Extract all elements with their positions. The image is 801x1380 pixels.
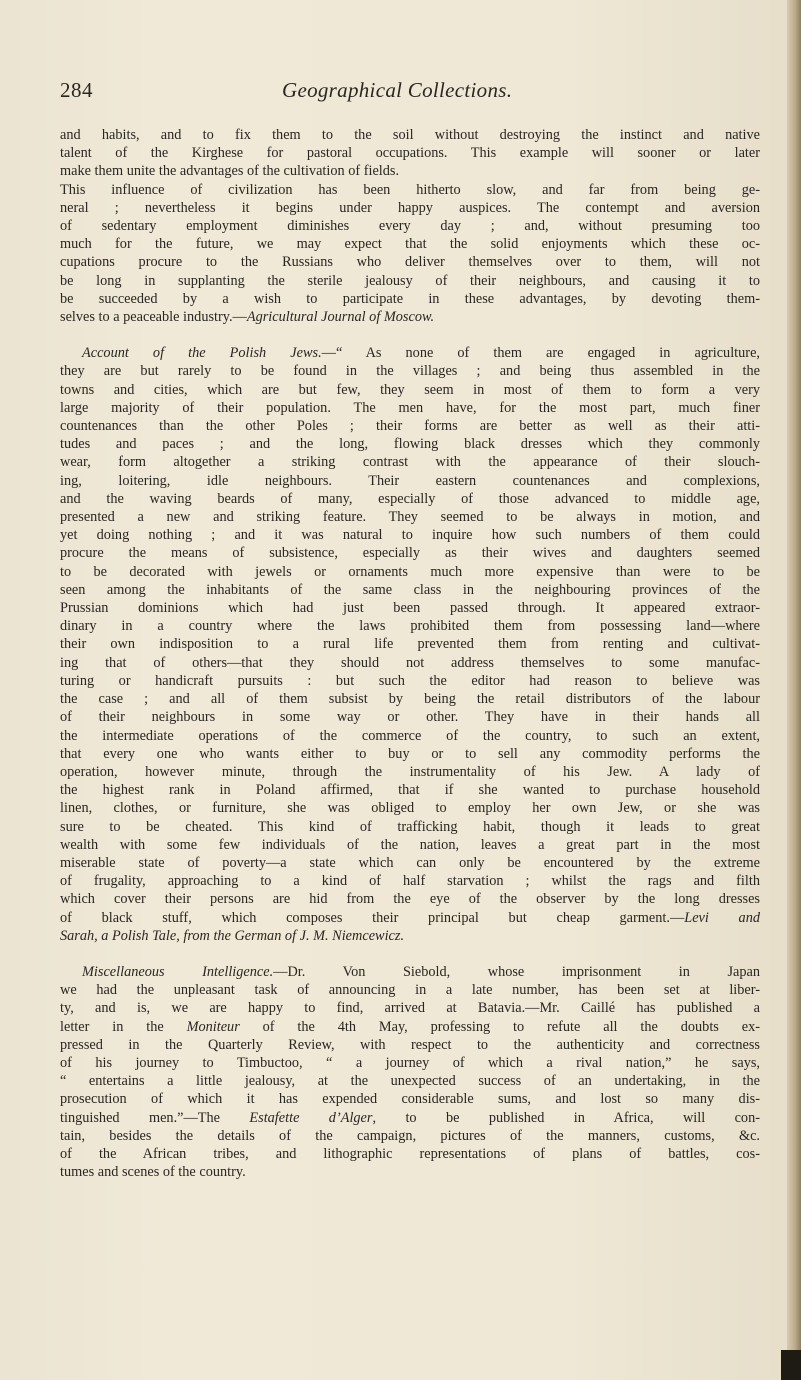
text-fragment: selves to a peaceable industry.—: [60, 309, 247, 326]
text-line: towns and cities, which are but few, they seem in most of them to form a very: [60, 381, 760, 398]
text-line: yet doing nothing ; and it was natural to inquire how such numbers of them could: [60, 527, 760, 544]
text-line: the case ; and all of them subsist by being the retail distributors of the labour: [60, 691, 760, 708]
text-line: [60, 909, 760, 927]
text-line: countenances than the other Poles ; their forms are better as well as their atti-: [60, 418, 760, 435]
section-heading: Miscellaneous Intelligence.: [82, 963, 274, 980]
text-line: [60, 927, 760, 945]
text-line: tain, besides the details of the campaign, pictures of the manners, customs, &c.: [60, 1127, 760, 1144]
text-line: ing, loitering, idle neighbours. Their eastern countenances and complexions,: [60, 472, 760, 489]
page-number: 284: [60, 78, 93, 102]
text-line: their own indisposition to a rural life prevented them from renting and cultivat-: [60, 636, 760, 653]
text-fragment: of the 4th May, professing to refute all the doubts ex-: [239, 1018, 760, 1035]
text-line: which cover their persons are hid from the eye of the observer by the long dresses: [60, 891, 760, 908]
text-line: make them unite the advantages of the cultivation of fields.: [60, 163, 400, 180]
source-citation: Agricultural Journal of Moscow.: [246, 309, 435, 326]
text-fragment: letter in the: [60, 1018, 187, 1035]
text-fragment: —“ As none of them are engaged in agriculture,: [321, 345, 760, 362]
paragraph-polish-jews: [60, 344, 760, 945]
text-line: presented a new and striking feature. They seemed to be always in motion, and: [60, 509, 760, 526]
paragraph-kirghese-continuation: [60, 126, 760, 181]
text-line: be long in supplanting the sterile jealousy of their neighbours, and causing it to: [60, 272, 760, 289]
text-line: “ entertains a little jealousy, at the unexpected success of an undertaking, in the: [60, 1073, 760, 1090]
text-line: wear, form altogether a striking contrast with the appearance of their slouch-: [60, 454, 760, 471]
text-line: linen, clothes, or furniture, she was obliged to employ her own Jew, or she was: [60, 800, 760, 817]
text-line: wealth with some few individuals of the nation, leaves a great part in the most: [60, 836, 760, 853]
text-line: procure the means of subsistence, especially as their wives and daughters seemed: [60, 545, 760, 562]
text-line: tudes and paces ; and the long, flowing black dresses which they commonly: [60, 436, 760, 453]
page-header: [60, 78, 760, 108]
text-line: [60, 963, 760, 981]
paragraph-miscellaneous: [60, 963, 760, 1181]
page-edge: [787, 0, 801, 1380]
text-line: much for the future, we may expect that the solid enjoyments which these oc-: [60, 236, 760, 253]
text-line: the intermediate operations of the commerce of the country, to such an extent,: [60, 727, 760, 744]
running-title: Geographical Collections.: [282, 78, 513, 102]
text-line: that every one who wants either to buy or to sell any commodity performs the: [60, 745, 760, 762]
page-corner-shadow: [781, 1350, 801, 1380]
text-line: ty, and is, we are happy to find, arrived at Batavia.—Mr. Caillé has published a: [60, 1000, 760, 1017]
text-line: Prussian dominions which had just been passed through. It appeared extraor-: [60, 600, 760, 617]
text-fragment: of black stuff, which composes their principal but cheap garment.—: [60, 909, 685, 926]
text-line: and the waving beards of many, especially of those advanced to middle age,: [60, 490, 760, 507]
text-line: we had the unpleasant task of announcing in a late number, has been set at liber-: [60, 982, 760, 999]
text-line: sure to be cheated. This kind of trafficking habit, though it leads to great: [60, 818, 760, 835]
text-line: prosecution of which it has expended considerable sums, and lost so many dis-: [60, 1091, 760, 1108]
text-line: operation, however minute, through the instrumentality of his Jew. A lady of: [60, 763, 760, 780]
text-line: ing that of others—that they should not address themselves to some manufac-: [60, 654, 760, 671]
text-line: be succeeded by a wish to participate in these advantages, by devoting them-: [60, 290, 760, 307]
text-line: to be decorated with jewels or ornaments much more expensive than were to be: [60, 563, 760, 580]
text-line: of his journey to Timbuctoo, “ a journey of which a rival nation,” he says,: [60, 1054, 760, 1071]
text-line: of their neighbours in some way or other. They have in their hands all: [60, 709, 760, 726]
text-line: talent of the Kirghese for pastoral occupations. This example will sooner or later: [60, 145, 760, 162]
text-line: This influence of civilization has been hitherto slow, and far from being ge-: [60, 181, 760, 198]
text-line: [60, 1109, 760, 1127]
text-line: of frugality, approaching to a kind of half starvation ; whilst the rags and filth: [60, 873, 760, 890]
text-line: tumes and scenes of the country.: [60, 1164, 246, 1181]
text-line: and habits, and to fix them to the soil without destroying the instinct and native: [60, 127, 760, 143]
paragraph-civilization: [60, 181, 760, 327]
source-citation: Levi and: [684, 909, 760, 926]
text-fragment: , to be published in Africa, will con-: [372, 1109, 760, 1126]
text-line: miserable state of poverty—a state which can only be encountered by the extreme: [60, 854, 760, 871]
body-text: [60, 126, 760, 1181]
text-line: [60, 344, 760, 362]
text-line: of the African tribes, and lithographic representations of plans of battles, cos-: [60, 1145, 760, 1162]
text-line: neral ; nevertheless it begins under happy auspices. The contempt and aversion: [60, 199, 760, 216]
text-line: of sedentary employment diminishes every day ; and, without presuming too: [60, 218, 760, 235]
text-fragment: —Dr. Von Siebold, whose imprisonment in Japan: [273, 963, 760, 980]
text-line: seen among the inhabitants of the same class in the neighbouring provinces of the: [60, 581, 760, 598]
text-line: [60, 1018, 760, 1036]
text-line: the highest rank in Poland affirmed, that if she wanted to purchase household: [60, 782, 760, 799]
text-fragment: tinguished men.”—The: [60, 1109, 250, 1126]
italic-title: Estafette d’Alger: [249, 1109, 373, 1126]
text-line: large majority of their population. The men have, for the most part, much finer: [60, 399, 760, 416]
section-heading: Account of the Polish Jews.: [82, 345, 322, 362]
text-line: cupations procure to the Russians who deliver themselves over to them, will not: [60, 254, 760, 271]
text-line: pressed in the Quarterly Review, with respect to the authenticity and correctness: [60, 1036, 760, 1053]
source-citation: Sarah, a Polish Tale, from the German of J. M. Niemcewicz.: [60, 927, 405, 944]
text-line: they are but rarely to be found in the villages ; and being thus assembled in the: [60, 363, 760, 380]
text-line: [60, 308, 760, 326]
text-line: turing or handicraft pursuits : but such the editor had reason to believe was: [60, 672, 760, 689]
italic-title: Moniteur: [186, 1018, 240, 1035]
text-line: dinary in a country where the laws prohibited them from possessing land—where: [60, 618, 760, 635]
